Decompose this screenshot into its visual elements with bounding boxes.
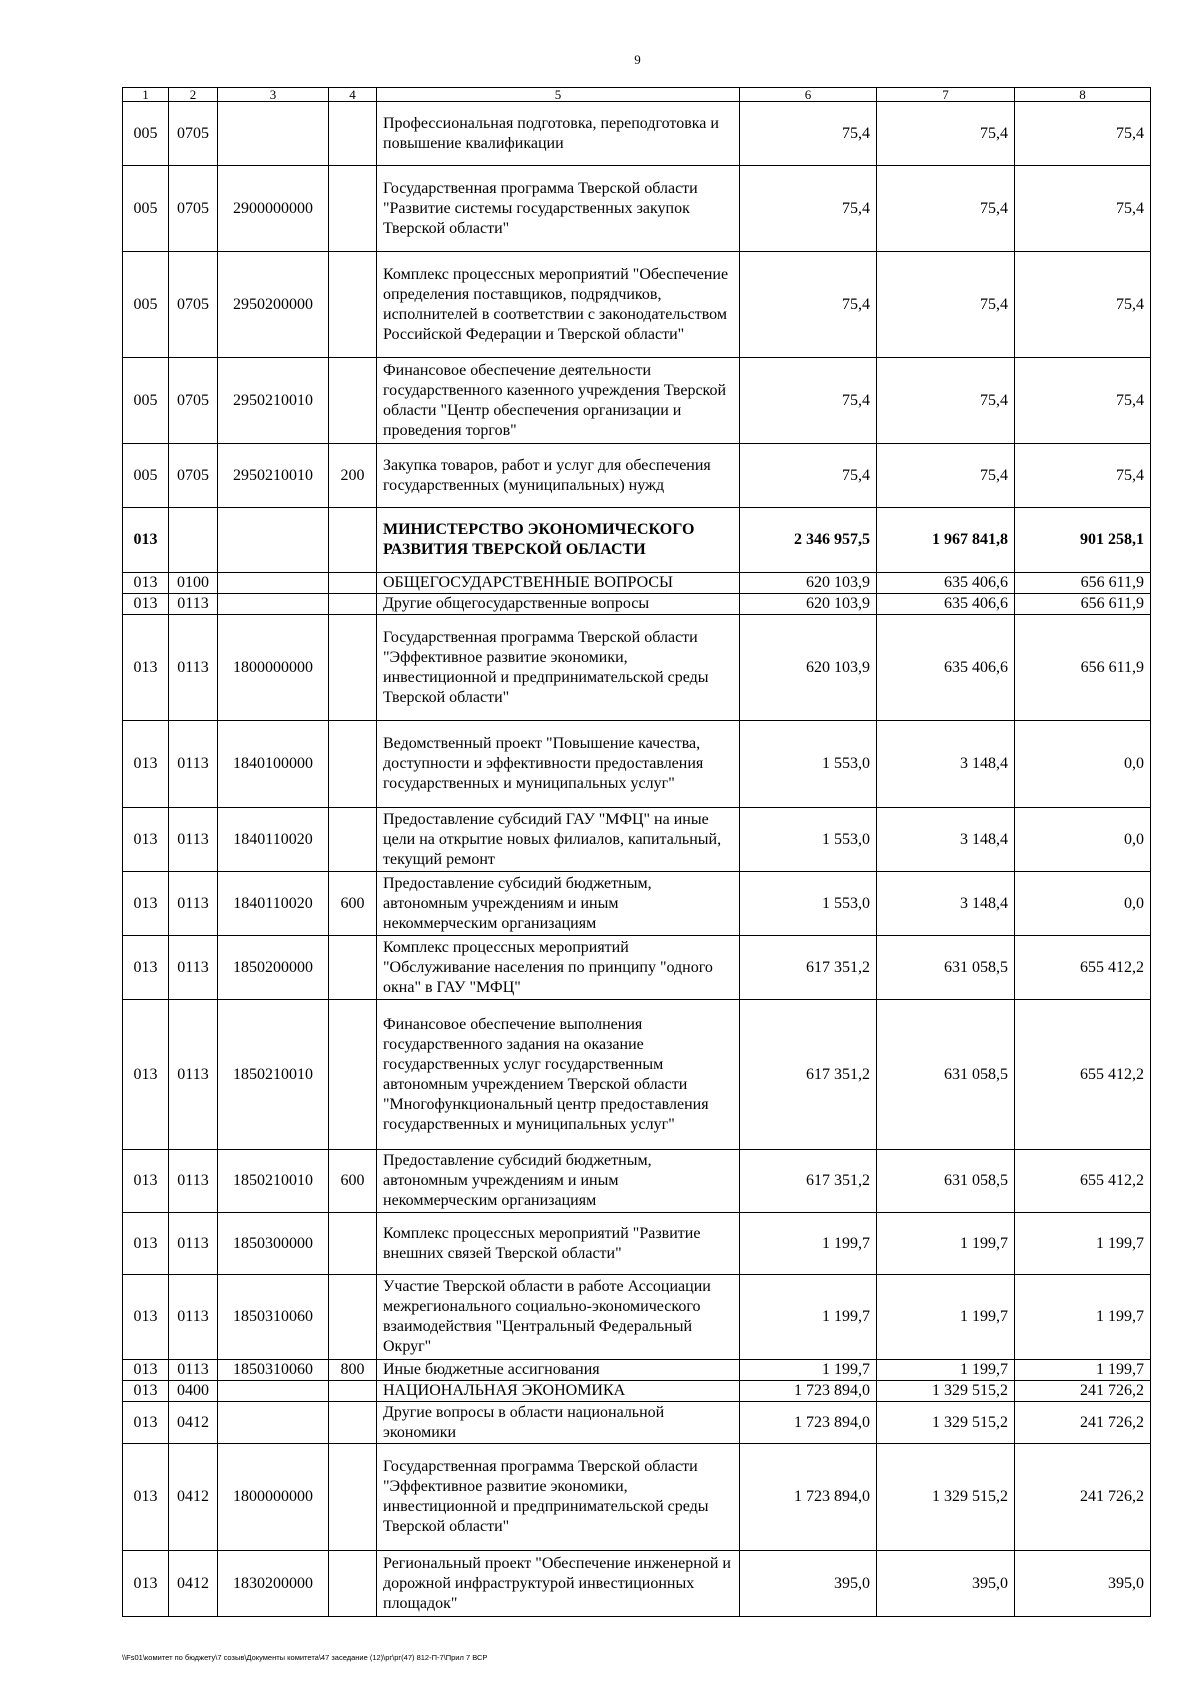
cell-target-code — [218, 1381, 329, 1402]
table-row — [123, 808, 1151, 872]
cell-amount-7: 3 148,4 — [877, 721, 1015, 808]
cell-target-code: 2900000000 — [218, 166, 329, 252]
cell-ministry-code: 013 — [123, 1000, 169, 1150]
cell-amount-8: 656 611,9 — [1015, 615, 1151, 721]
cell-description: Закупка товаров, работ и услуг для обеспечения государственных (муниципальных) нужд — [377, 444, 740, 508]
cell-amount-8: 75,4 — [1015, 444, 1151, 508]
cell-amount-6: 1 723 894,0 — [740, 1402, 877, 1444]
cell-amount-8: 241 726,2 — [1015, 1402, 1151, 1444]
cell-description: Предоставление субсидий ГАУ "МФЦ" на иные цели на открытие новых филиалов, капитальный, текущий ремонт — [377, 808, 740, 872]
cell-ministry-code: 013 — [123, 573, 169, 594]
cell-section-code: 0113 — [169, 721, 218, 808]
cell-ministry-code: 005 — [123, 358, 169, 444]
cell-amount-7: 635 406,6 — [877, 594, 1015, 615]
cell-target-code: 1840100000 — [218, 721, 329, 808]
table-row — [123, 1275, 1151, 1360]
cell-target-code: 1840110020 — [218, 872, 329, 936]
cell-amount-8: 656 611,9 — [1015, 573, 1151, 594]
cell-section-code: 0113 — [169, 615, 218, 721]
cell-amount-8: 75,4 — [1015, 252, 1151, 358]
cell-description: Комплекс процессных мероприятий "Развитие внешних связей Тверской области" — [377, 1213, 740, 1275]
cell-description: Государственная программа Тверской области "Эффективное развитие экономики, инвестиционной и предпринимательской среды Тверской области" — [377, 615, 740, 721]
cell-amount-7: 1 199,7 — [877, 1213, 1015, 1275]
cell-section-code: 0412 — [169, 1402, 218, 1444]
table-row — [123, 872, 1151, 936]
cell-amount-8: 241 726,2 — [1015, 1444, 1151, 1551]
cell-ministry-code: 013 — [123, 1402, 169, 1444]
cell-amount-7: 635 406,6 — [877, 573, 1015, 594]
column-header: 5 — [377, 88, 740, 102]
cell-section-code: 0705 — [169, 444, 218, 508]
cell-ministry-code: 013 — [123, 1444, 169, 1551]
cell-ministry-code: 013 — [123, 1381, 169, 1402]
cell-amount-6: 1 199,7 — [740, 1360, 877, 1381]
cell-ministry-code: 013 — [123, 936, 169, 1000]
cell-expense-type: 600 — [329, 872, 377, 936]
cell-target-code: 2950210010 — [218, 358, 329, 444]
cell-amount-8: 655 412,2 — [1015, 1000, 1151, 1150]
cell-expense-type — [329, 808, 377, 872]
cell-section-code: 0113 — [169, 808, 218, 872]
cell-description: Участие Тверской области в работе Ассоциации межрегионального социально-экономического взаимодействия "Центральный Федеральный Округ" — [377, 1275, 740, 1360]
cell-amount-6: 1 553,0 — [740, 808, 877, 872]
cell-target-code — [218, 102, 329, 166]
cell-expense-type — [329, 1000, 377, 1150]
cell-target-code: 1850200000 — [218, 936, 329, 1000]
table-row — [123, 721, 1151, 808]
table-row — [123, 252, 1151, 358]
cell-amount-7: 3 148,4 — [877, 872, 1015, 936]
column-header: 4 — [329, 88, 377, 102]
column-header: 1 — [123, 88, 169, 102]
cell-amount-8: 0,0 — [1015, 808, 1151, 872]
cell-ministry-code: 013 — [123, 808, 169, 872]
cell-target-code: 1800000000 — [218, 615, 329, 721]
page-number: 9 — [634, 52, 641, 67]
cell-amount-6: 75,4 — [740, 166, 877, 252]
cell-amount-7: 75,4 — [877, 102, 1015, 166]
cell-expense-type — [329, 1275, 377, 1360]
cell-expense-type — [329, 102, 377, 166]
cell-section-code — [169, 508, 218, 573]
cell-amount-7: 395,0 — [877, 1551, 1015, 1617]
table-row — [123, 166, 1151, 252]
cell-target-code — [218, 508, 329, 573]
cell-amount-6: 1 199,7 — [740, 1275, 877, 1360]
cell-description: Предоставление субсидий бюджетным, автономным учреждениям и иным некоммерческим организациям — [377, 872, 740, 936]
footer-file-path: \\Fs01\комитет по бюджету\7 созыв\Документы комитета\47 заседание (12)\рг\рг(47) 812-П-7\Прил 7 ВСР — [122, 1653, 488, 1662]
cell-ministry-code: 013 — [123, 1150, 169, 1213]
cell-ministry-code: 013 — [123, 1360, 169, 1381]
table-row — [123, 1444, 1151, 1551]
cell-target-code: 1850310060 — [218, 1360, 329, 1381]
cell-target-code: 1850310060 — [218, 1275, 329, 1360]
cell-amount-7: 1 329 515,2 — [877, 1402, 1015, 1444]
column-header: 7 — [877, 88, 1015, 102]
cell-amount-6: 620 103,9 — [740, 615, 877, 721]
cell-ministry-code: 013 — [123, 615, 169, 721]
table-row — [123, 615, 1151, 721]
cell-amount-8: 241 726,2 — [1015, 1381, 1151, 1402]
cell-amount-7: 75,4 — [877, 358, 1015, 444]
cell-amount-6: 620 103,9 — [740, 573, 877, 594]
cell-description: Государственная программа Тверской области "Развитие системы государственных закупок Тверской области" — [377, 166, 740, 252]
table-row — [123, 936, 1151, 1000]
cell-ministry-code: 013 — [123, 1275, 169, 1360]
cell-amount-6: 75,4 — [740, 102, 877, 166]
cell-target-code: 1840110020 — [218, 808, 329, 872]
cell-description: ОБЩЕГОСУДАРСТВЕННЫЕ ВОПРОСЫ — [377, 573, 740, 594]
cell-amount-6: 617 351,2 — [740, 936, 877, 1000]
cell-section-code: 0705 — [169, 358, 218, 444]
column-header: 2 — [169, 88, 218, 102]
cell-section-code: 0113 — [169, 1150, 218, 1213]
cell-description: Комплекс процессных мероприятий "Обеспечение определения поставщиков, подрядчиков, исполнителей в соответствии с законодательством Российской Федерации и Тверской области" — [377, 252, 740, 358]
cell-amount-7: 1 199,7 — [877, 1275, 1015, 1360]
cell-expense-type — [329, 1551, 377, 1617]
table-row — [123, 1213, 1151, 1275]
column-header: 8 — [1015, 88, 1151, 102]
cell-amount-7: 631 058,5 — [877, 1150, 1015, 1213]
cell-ministry-code: 005 — [123, 102, 169, 166]
cell-amount-6: 75,4 — [740, 444, 877, 508]
budget-table — [122, 87, 1151, 1617]
cell-target-code: 2950210010 — [218, 444, 329, 508]
cell-expense-type — [329, 1381, 377, 1402]
cell-amount-7: 1 967 841,8 — [877, 508, 1015, 573]
cell-expense-type — [329, 508, 377, 573]
cell-expense-type — [329, 252, 377, 358]
cell-amount-8: 1 199,7 — [1015, 1213, 1151, 1275]
cell-description: Комплекс процессных мероприятий "Обслуживание населения по принципу "одного окна" в ГАУ "МФЦ" — [377, 936, 740, 1000]
cell-description: НАЦИОНАЛЬНАЯ ЭКОНОМИКА — [377, 1381, 740, 1402]
cell-section-code: 0113 — [169, 936, 218, 1000]
cell-amount-8: 0,0 — [1015, 721, 1151, 808]
cell-description: Региональный проект "Обеспечение инженерной и дорожной инфраструктурой инвестиционных площадок" — [377, 1551, 740, 1617]
cell-ministry-code: 005 — [123, 252, 169, 358]
cell-amount-7: 75,4 — [877, 252, 1015, 358]
cell-section-code: 0412 — [169, 1551, 218, 1617]
cell-amount-7: 75,4 — [877, 166, 1015, 252]
cell-expense-type — [329, 1444, 377, 1551]
table-row — [123, 1551, 1151, 1617]
cell-expense-type: 200 — [329, 444, 377, 508]
cell-expense-type: 600 — [329, 1150, 377, 1213]
cell-amount-6: 1 723 894,0 — [740, 1444, 877, 1551]
cell-expense-type — [329, 936, 377, 1000]
cell-amount-6: 1 199,7 — [740, 1213, 877, 1275]
cell-amount-7: 635 406,6 — [877, 615, 1015, 721]
cell-ministry-code: 013 — [123, 594, 169, 615]
cell-amount-6: 617 351,2 — [740, 1000, 877, 1150]
cell-amount-6: 2 346 957,5 — [740, 508, 877, 573]
cell-amount-8: 655 412,2 — [1015, 936, 1151, 1000]
table-row — [123, 594, 1151, 615]
table-row — [123, 1000, 1151, 1150]
cell-description: Профессиональная подготовка, переподготовка и повышение квалификации — [377, 102, 740, 166]
cell-amount-6: 75,4 — [740, 358, 877, 444]
cell-description: МИНИСТЕРСТВО ЭКОНОМИЧЕСКОГО РАЗВИТИЯ ТВЕРСКОЙ ОБЛАСТИ — [377, 508, 740, 573]
cell-ministry-code: 013 — [123, 872, 169, 936]
cell-expense-type — [329, 721, 377, 808]
cell-amount-8: 75,4 — [1015, 358, 1151, 444]
cell-amount-6: 1 553,0 — [740, 872, 877, 936]
cell-description: Предоставление субсидий бюджетным, автономным учреждениям и иным некоммерческим организациям — [377, 1150, 740, 1213]
cell-description: Финансовое обеспечение выполнения государственного задания на оказание государственных услуг государственным автономным учреждением Тверской области "Многофункциональный центр предоставления государственных и муниципальных услуг" — [377, 1000, 740, 1150]
cell-amount-7: 631 058,5 — [877, 936, 1015, 1000]
cell-target-code — [218, 1402, 329, 1444]
cell-target-code: 2950200000 — [218, 252, 329, 358]
cell-amount-8: 75,4 — [1015, 102, 1151, 166]
table-row — [123, 1402, 1151, 1444]
cell-section-code: 0113 — [169, 1275, 218, 1360]
cell-amount-8: 75,4 — [1015, 166, 1151, 252]
cell-section-code: 0705 — [169, 102, 218, 166]
cell-expense-type — [329, 1402, 377, 1444]
cell-amount-8: 655 412,2 — [1015, 1150, 1151, 1213]
cell-amount-7: 631 058,5 — [877, 1000, 1015, 1150]
table-row — [123, 508, 1151, 573]
cell-section-code: 0113 — [169, 1000, 218, 1150]
cell-ministry-code: 013 — [123, 1551, 169, 1617]
cell-description: Финансовое обеспечение деятельности государственного казенного учреждения Тверской области "Центр обеспечения организации и проведения торгов" — [377, 358, 740, 444]
cell-target-code: 1850210010 — [218, 1150, 329, 1213]
cell-ministry-code: 013 — [123, 1213, 169, 1275]
cell-description: Ведомственный проект "Повышение качества, доступности и эффективности предоставления государственных и муниципальных услуг" — [377, 721, 740, 808]
cell-section-code: 0400 — [169, 1381, 218, 1402]
cell-section-code: 0113 — [169, 1213, 218, 1275]
cell-amount-8: 901 258,1 — [1015, 508, 1151, 573]
cell-amount-6: 75,4 — [740, 252, 877, 358]
cell-amount-8: 1 199,7 — [1015, 1360, 1151, 1381]
cell-amount-8: 395,0 — [1015, 1551, 1151, 1617]
cell-amount-6: 620 103,9 — [740, 594, 877, 615]
cell-description: Другие общегосударственные вопросы — [377, 594, 740, 615]
cell-amount-6: 1 723 894,0 — [740, 1381, 877, 1402]
cell-expense-type — [329, 594, 377, 615]
table-row — [123, 358, 1151, 444]
cell-ministry-code: 005 — [123, 166, 169, 252]
cell-section-code: 0412 — [169, 1444, 218, 1551]
table-row — [123, 1150, 1151, 1213]
table-row — [123, 573, 1151, 594]
cell-section-code: 0705 — [169, 252, 218, 358]
cell-amount-6: 395,0 — [740, 1551, 877, 1617]
column-header: 6 — [740, 88, 877, 102]
cell-amount-8: 1 199,7 — [1015, 1275, 1151, 1360]
cell-section-code: 0113 — [169, 594, 218, 615]
table-row — [123, 102, 1151, 166]
cell-expense-type — [329, 166, 377, 252]
cell-amount-8: 656 611,9 — [1015, 594, 1151, 615]
cell-amount-7: 1 329 515,2 — [877, 1444, 1015, 1551]
cell-ministry-code: 013 — [123, 508, 169, 573]
column-header: 3 — [218, 88, 329, 102]
cell-amount-8: 0,0 — [1015, 872, 1151, 936]
table-row — [123, 1381, 1151, 1402]
cell-description: Другие вопросы в области национальной экономики — [377, 1402, 740, 1444]
cell-target-code — [218, 594, 329, 615]
cell-amount-6: 617 351,2 — [740, 1150, 877, 1213]
cell-section-code: 0100 — [169, 573, 218, 594]
cell-target-code: 1850210010 — [218, 1000, 329, 1150]
cell-description: Иные бюджетные ассигнования — [377, 1360, 740, 1381]
cell-target-code — [218, 573, 329, 594]
table-row — [123, 1360, 1151, 1381]
cell-section-code: 0113 — [169, 1360, 218, 1381]
cell-amount-7: 3 148,4 — [877, 808, 1015, 872]
column-number-row — [123, 88, 1151, 102]
cell-description: Государственная программа Тверской области "Эффективное развитие экономики, инвестиционной и предпринимательской среды Тверской области" — [377, 1444, 740, 1551]
cell-amount-7: 1 199,7 — [877, 1360, 1015, 1381]
cell-ministry-code: 005 — [123, 444, 169, 508]
cell-target-code: 1800000000 — [218, 1444, 329, 1551]
cell-section-code: 0705 — [169, 166, 218, 252]
cell-amount-6: 1 553,0 — [740, 721, 877, 808]
cell-target-code: 1850300000 — [218, 1213, 329, 1275]
cell-expense-type — [329, 358, 377, 444]
cell-amount-7: 1 329 515,2 — [877, 1381, 1015, 1402]
cell-expense-type: 800 — [329, 1360, 377, 1381]
cell-ministry-code: 013 — [123, 721, 169, 808]
cell-expense-type — [329, 1213, 377, 1275]
cell-target-code: 1830200000 — [218, 1551, 329, 1617]
cell-section-code: 0113 — [169, 872, 218, 936]
cell-expense-type — [329, 615, 377, 721]
cell-amount-7: 75,4 — [877, 444, 1015, 508]
table-row — [123, 444, 1151, 508]
cell-expense-type — [329, 573, 377, 594]
